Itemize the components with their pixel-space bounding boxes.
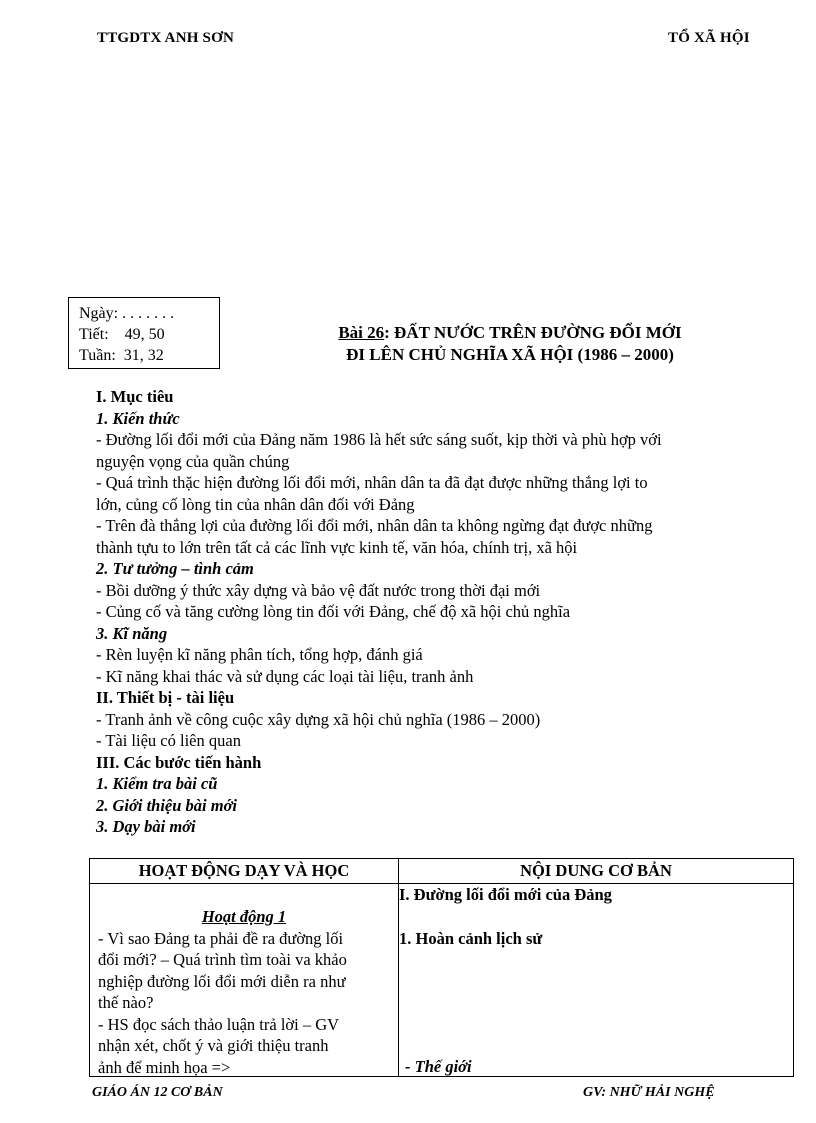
lesson-info-box xyxy=(68,297,220,369)
lesson-body xyxy=(96,386,796,838)
info-date: Ngày: . . . . . . . xyxy=(79,305,175,322)
activity-line: thế nào? xyxy=(98,993,154,1012)
section-objectives-heading: I. Mục tiêu xyxy=(96,387,174,406)
activity-line: - Vì sao Đảng ta phải đề ra đường lối xyxy=(98,928,344,948)
activity-line: - HS đọc sách thảo luận trả lời – GV xyxy=(98,1014,340,1034)
activity-line: nhận xét, chốt ý và giới thiệu tranh xyxy=(98,1036,329,1055)
step-introduction: 2. Giới thiệu bài mới xyxy=(96,795,238,815)
lesson-title-line-1 xyxy=(230,323,790,343)
skills-line: - Rèn luyện kĩ năng phân tích, tổng hợp, đánh giá xyxy=(96,645,423,664)
lesson-number: Bài 26 xyxy=(338,323,385,342)
subsection-knowledge-heading: 1. Kiến thức xyxy=(96,408,180,428)
activity-line: đổi mới? – Quá trình tìm toài va khảo xyxy=(98,950,347,969)
knowledge-line: thành tựu to lớn trên tất cả các lĩnh vực kinh tế, văn hóa, chính trị, xã hội xyxy=(96,537,578,557)
knowledge-line: - Trên đà thắng lợi của đường lối đổi mới, nhân dân ta không ngừng đạt được những xyxy=(96,516,653,535)
content-world: - Thế giới xyxy=(405,1057,472,1076)
table-row xyxy=(90,884,794,1077)
equipment-line: - Tranh ảnh về công cuộc xây dựng xã hội chủ nghĩa (1986 – 2000) xyxy=(96,709,541,729)
footer-plan-label: GIÁO ÁN 12 CƠ BẢN xyxy=(92,1085,223,1100)
knowledge-line: lớn, củng cố lòng tin của nhân dân đối với Đảng xyxy=(96,494,415,514)
attitude-line: - Bồi dưỡng ý thức xây dựng và bảo vệ đất nước trong thời đại mới xyxy=(96,580,541,600)
knowledge-line: - Quá trình thặc hiện đường lối đổi mới, nhân dân ta đã đạt được những thắng lợi to xyxy=(96,473,648,492)
knowledge-line: nguyện vọng của quần chúng xyxy=(96,451,290,471)
skills-line: - Kĩ năng khai thác và sử dụng các loại tài liệu, tranh ảnh xyxy=(96,666,474,686)
content-cell xyxy=(399,884,794,1077)
lesson-activity-table xyxy=(89,858,794,1077)
info-period: Tiết: 49, 50 xyxy=(79,326,165,343)
footer-teacher: GV: NHỮ HẢI NGHỆ xyxy=(583,1085,715,1100)
header-school: TTGDTX ANH SƠN xyxy=(97,30,234,46)
activity-line: nghiệp đường lối đổi mới diễn ra như xyxy=(98,971,346,991)
activity-line: ảnh để minh họa => xyxy=(98,1057,231,1077)
column-header-content: NỘI DUNG CƠ BẢN xyxy=(399,859,794,884)
subsection-attitude-heading: 2. Tư tưởng – tình cảm xyxy=(96,559,254,578)
content-heading-policy: I. Đường lối đổi mới của Đảng xyxy=(399,885,612,904)
attitude-line: - Củng cố và tăng cường lòng tin đối với Đảng, chế độ xã hội chủ nghĩa xyxy=(96,602,571,621)
subsection-skills-heading: 3. Kĩ năng xyxy=(96,623,168,643)
content-heading-context: 1. Hoàn cảnh lịch sử xyxy=(399,928,543,948)
section-procedure-heading: III. Các bước tiến hành xyxy=(96,752,262,772)
table-header-row xyxy=(90,859,794,884)
section-equipment-heading: II. Thiết bị - tài liệu xyxy=(96,688,235,707)
lesson-title-line-2: ĐI LÊN CHỦ NGHĨA XÃ HỘI (1986 – 2000) xyxy=(346,345,674,364)
step-review: 1. Kiểm tra bài cũ xyxy=(96,774,218,793)
header-department: TỔ XÃ HỘI xyxy=(668,30,750,46)
activity-cell xyxy=(90,884,398,1076)
info-week: Tuần: 31, 32 xyxy=(79,347,164,364)
lesson-title-part-1: : ĐẤT NƯỚC TRÊN ĐƯỜNG ĐỔI MỚI xyxy=(384,323,682,342)
step-teaching: 3. Dạy bài mới xyxy=(96,817,196,836)
equipment-line: - Tài liệu có liên quan xyxy=(96,731,241,750)
column-header-activities: HOẠT ĐỘNG DẠY VÀ HỌC xyxy=(90,859,399,884)
knowledge-line: - Đường lối đổi mới của Đảng năm 1986 là hết sức sáng suốt, kịp thời và phù hợp với xyxy=(96,430,662,449)
activity-title: Hoạt động 1 xyxy=(201,907,287,926)
